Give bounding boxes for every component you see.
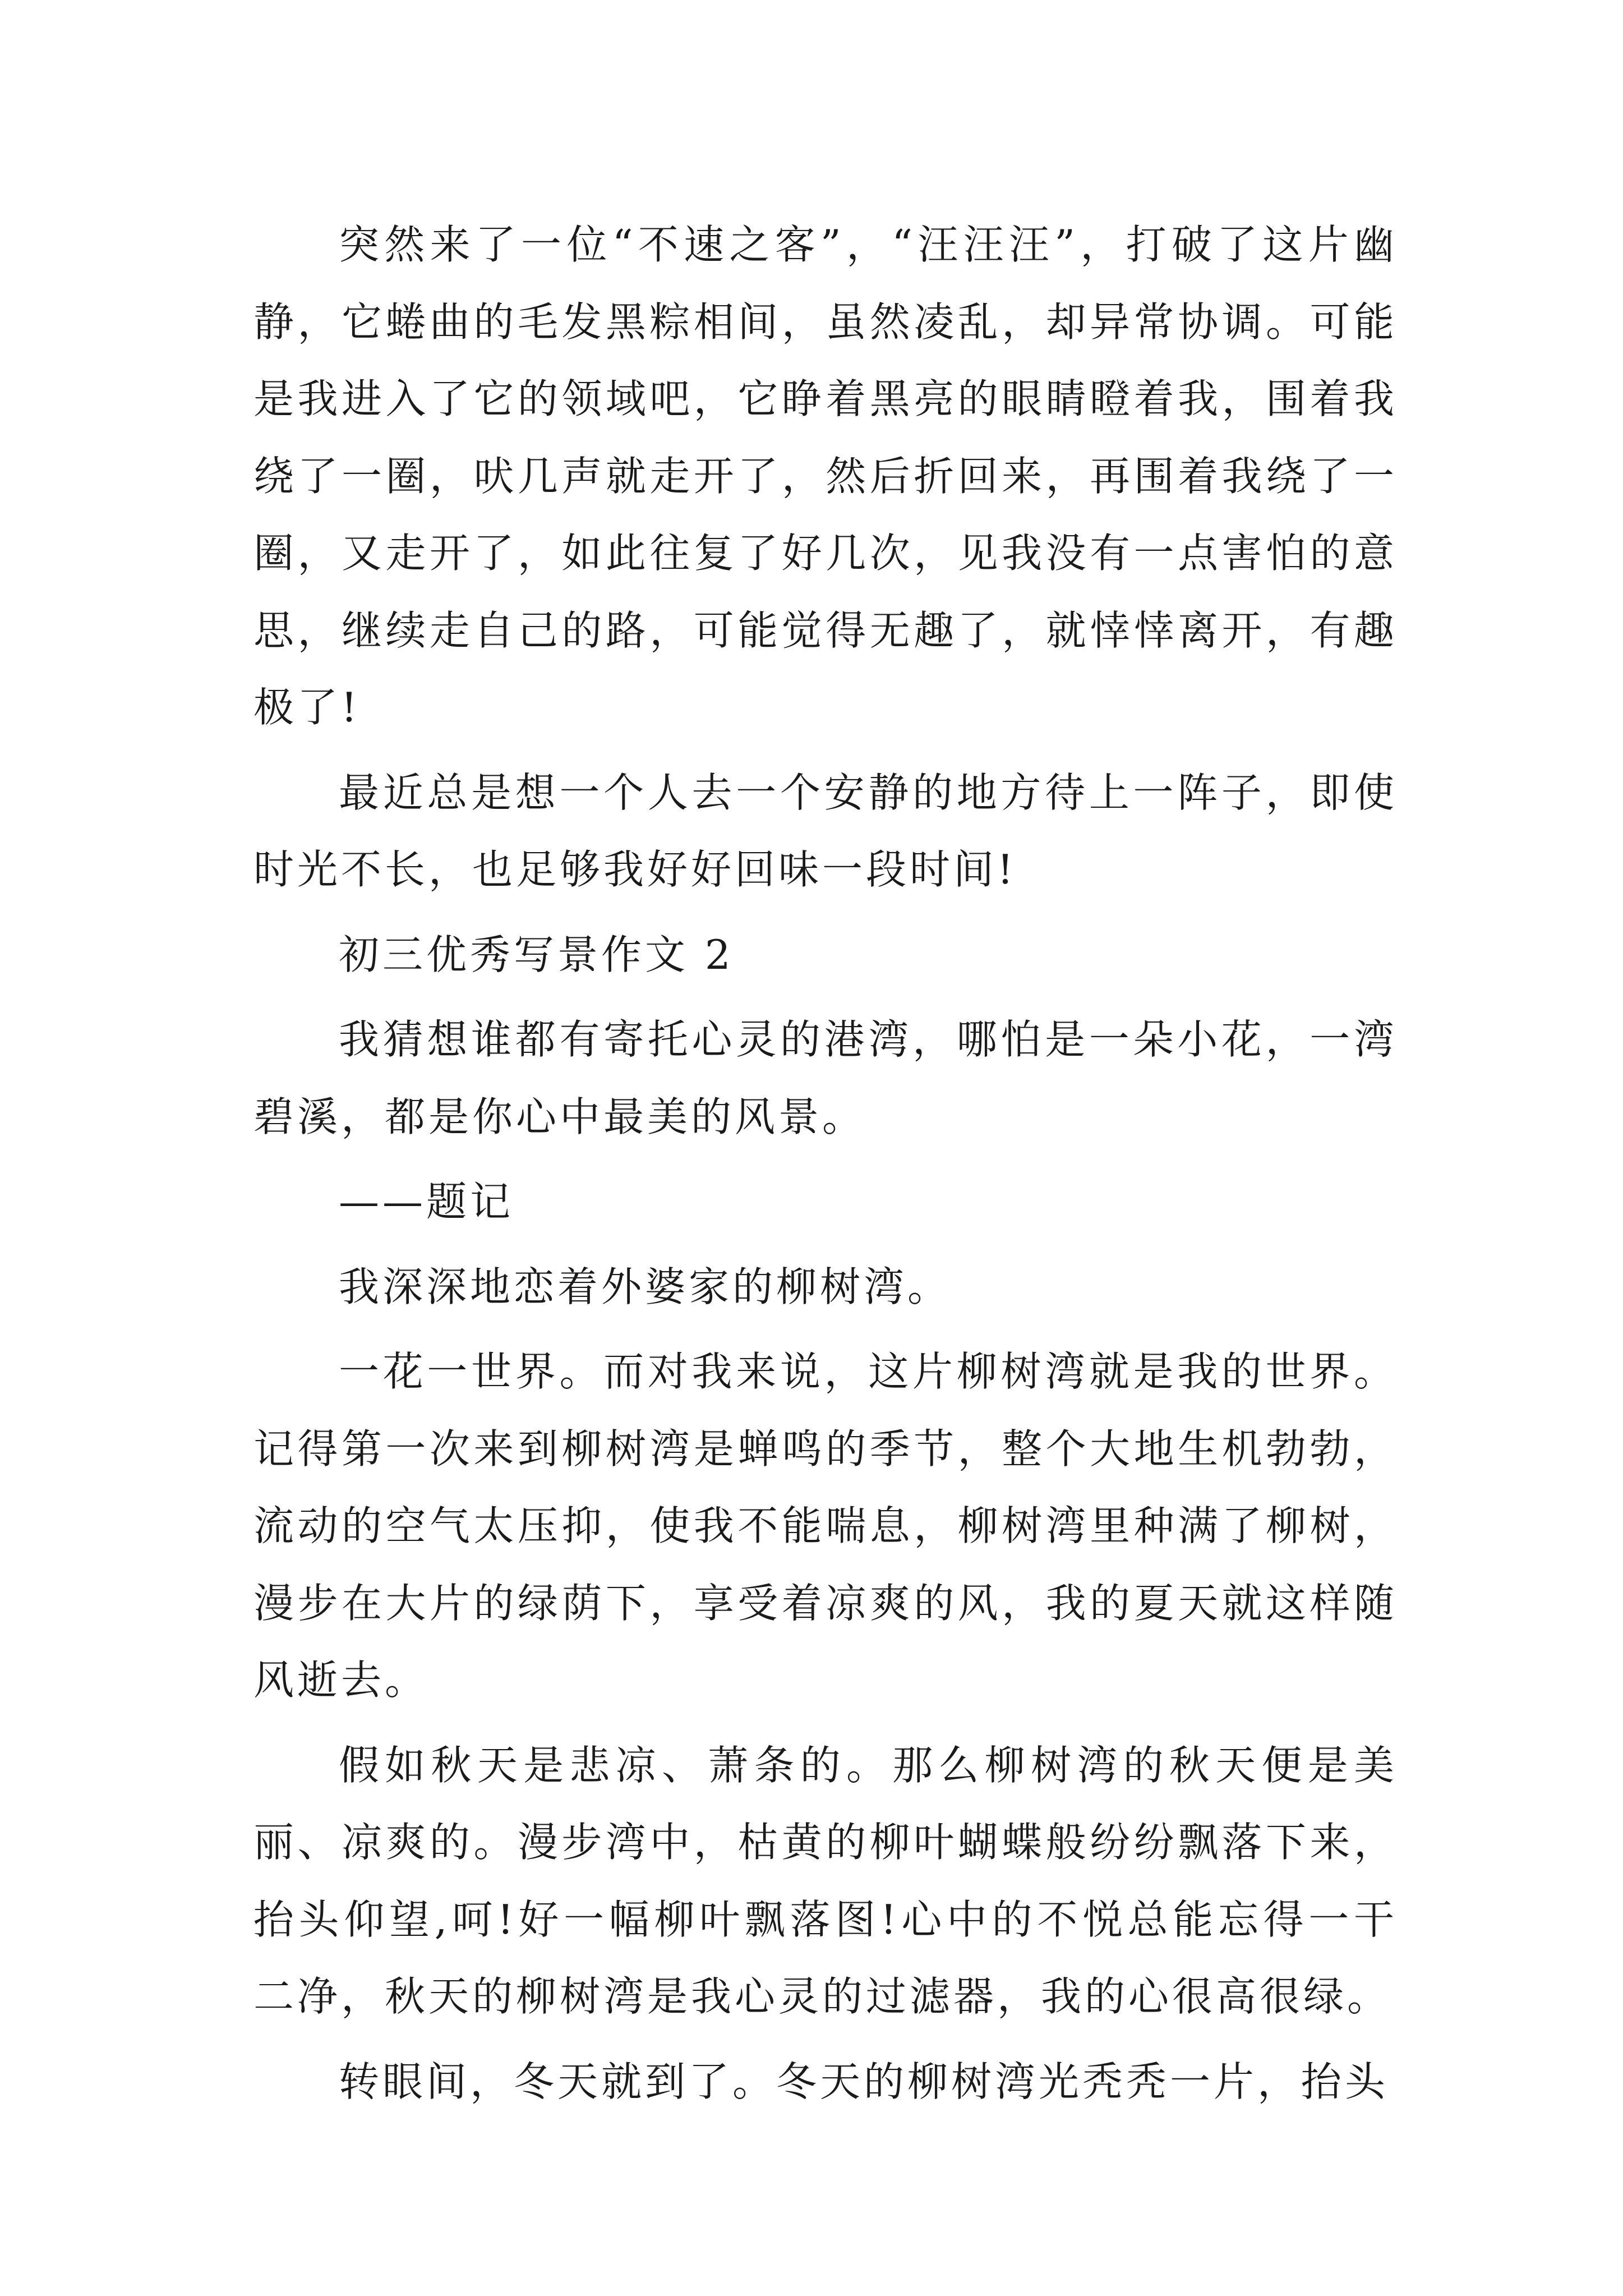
essay-heading: 初三优秀写景作文 2 [339,931,734,978]
paragraph-autumn: 假如秋天是悲凉、萧条的。那么柳树湾的秋天便是美丽、凉爽的。漫步湾中，枯黄的柳叶蝴蝶般纷纷飘落下来，抬头仰望,呵!好一幅柳叶飘落图!心中的不悦总能忘得一干二净，秋天的柳树湾是我心灵的过滤器，我的心很高很绿。 [253,1741,1398,2020]
paragraph-quiet-place: 最近总是想一个人去一个安静的地方待上一阵子，即使时光不长，也足够我好好回味一段时间! [253,769,1398,893]
document-body [253,206,1398,2120]
paragraph-winter: 转眼间，冬天就到了。冬天的柳树湾光秃秃一片，抬头 [339,2058,1389,2105]
paragraph-stray-dog: 突然来了一位“不速之客”，“汪汪汪”，打破了这片幽静，它蜷曲的毛发黑粽相间，虽然凌乱，却异常协调。可能是我进入了它的领域吧，它睁着黑亮的眼睛瞪着我，围着我绕了一圈，吠几声就走开了，然后折回来，再围着我绕了一圈，又走开了，如此往复了好几次，见我没有一点害怕的意思，继续走自己的路，可能觉得无趣了，就悻悻离开，有趣极了! [253,221,1398,731]
paragraph-harbor: 我猜想谁都有寄托心灵的港湾，哪怕是一朵小花，一湾碧溪，都是你心中最美的风景。 [253,1016,1398,1140]
paragraph-willow-bay: 我深深地恋着外婆家的柳树湾。 [339,1263,952,1310]
paragraph-summer: 一花一世界。而对我来说，这片柳树湾就是我的世界。记得第一次来到柳树湾是蝉鸣的季节，整个大地生机勃勃，流动的空气太压抑，使我不能喘息，柳树湾里种满了柳树，漫步在大片的绿荫下，享受着凉爽的风，我的夏天就这样随风逝去。 [253,1348,1398,1704]
epigraph-attribution: ——题记 [339,1178,514,1225]
